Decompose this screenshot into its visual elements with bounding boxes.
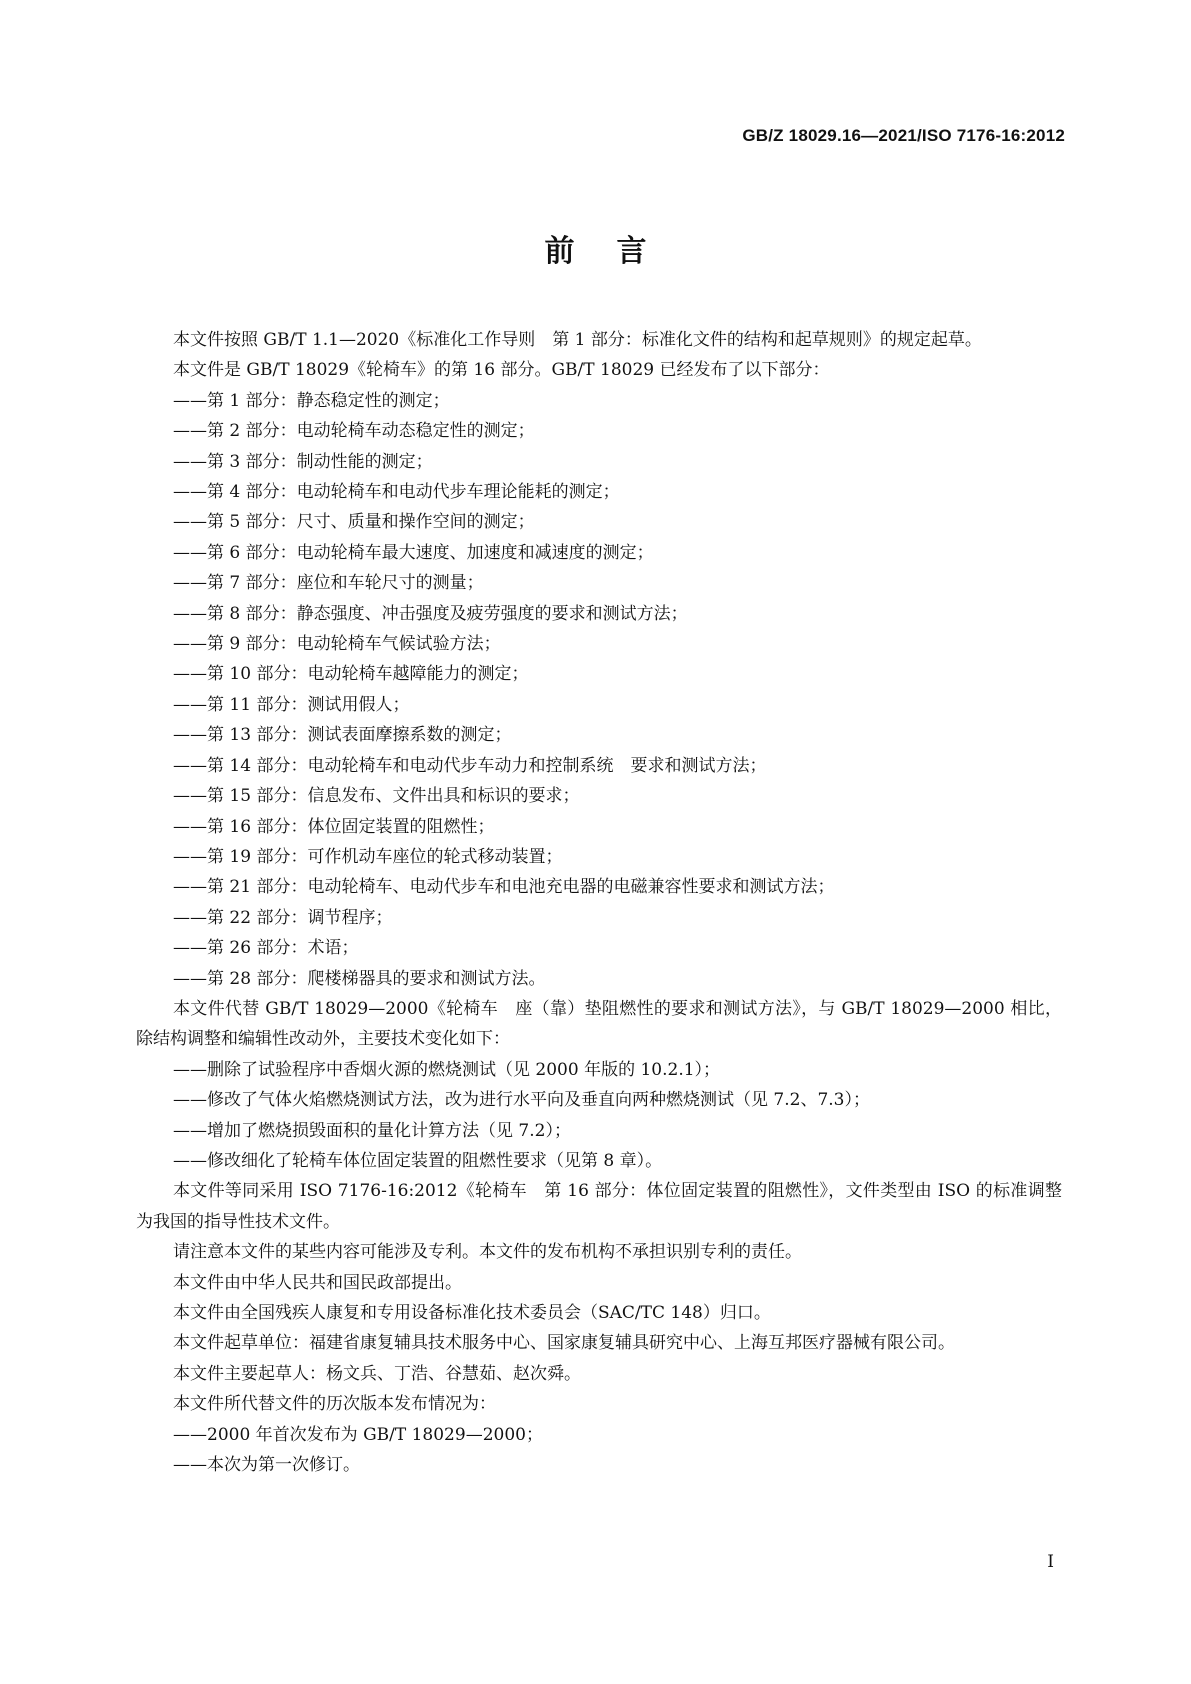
- list-item: ——第 16 部分：体位固定装置的阻燃性；: [173, 816, 495, 837]
- paragraph: 请注意本文件的某些内容可能涉及专利。本文件的发布机构不承担识别专利的责任。: [173, 1242, 802, 1263]
- paragraph: 本文件代替 GB/T 18029—2000《轮椅车 座（靠）垫阻燃性的要求和测试方法》，与 GB/T 18029—2000 相比，除结构调整和编辑性改动外，主要技术变化如下：: [136, 998, 1062, 1050]
- list-item: ——修改了气体火焰燃烧测试方法，改为进行水平向及垂直向两种燃烧测试（见 7.2、7.3）；: [173, 1090, 870, 1111]
- list-item: ——本次为第一次修订。: [173, 1455, 360, 1476]
- list-item: ——第 26 部分：术语；: [173, 938, 359, 959]
- list-item: ——第 3 部分：制动性能的测定；: [173, 451, 433, 472]
- list-item: ——第 21 部分：电动轮椅车、电动代步车和电池充电器的电磁兼容性要求和测试方法；: [173, 877, 835, 898]
- list-item: ——第 11 部分：测试用假人；: [173, 694, 410, 715]
- document-body: [136, 325, 1062, 1480]
- paragraph: 本文件由全国残疾人康复和专用设备标准化技术委员会（SAC/TC 148）归口。: [173, 1303, 771, 1323]
- list-item: ——第 9 部分：电动轮椅车气候试验方法；: [173, 634, 501, 655]
- page-title: 前言: [544, 234, 689, 269]
- list-item: ——2000 年首次发布为 GB/T 18029—2000；: [173, 1424, 543, 1445]
- paragraph: 本文件按照 GB/T 1.1—2020《标准化工作导则 第 1 部分：标准化文件的结构和起草规则》的规定起草。: [173, 330, 982, 350]
- list-item: ——第 8 部分：静态强度、冲击强度及疲劳强度的要求和测试方法；: [173, 603, 688, 624]
- paragraph: 本文件由中华人民共和国民政部提出。: [173, 1272, 462, 1293]
- list-item: ——第 15 部分：信息发布、文件出具和标识的要求；: [173, 786, 580, 807]
- list-item: ——第 14 部分：电动轮椅车和电动代步车动力和控制系统 要求和测试方法；: [173, 755, 767, 776]
- list-item: ——删除了试验程序中香烟火源的燃烧测试（见 2000 年版的 10.2.1）；: [173, 1059, 721, 1080]
- list-item: ——第 19 部分：可作机动车座位的轮式移动装置；: [173, 846, 563, 867]
- standard-code: GB/Z 18029.16—2021/ISO 7176-16:2012: [742, 126, 1065, 145]
- list-item: ——增加了燃烧损毁面积的量化计算方法（见 7.2）；: [173, 1120, 571, 1141]
- paragraph: 本文件所代替文件的历次版本发布情况为：: [173, 1394, 496, 1415]
- list-item: ——第 28 部分：爬楼梯器具的要求和测试方法。: [173, 968, 546, 989]
- list-item: ——第 10 部分：电动轮椅车越障能力的测定；: [173, 664, 529, 685]
- page-number: I: [1047, 1552, 1054, 1572]
- list-item: ——修改细化了轮椅车体位固定装置的阻燃性要求（见第 8 章）。: [173, 1150, 663, 1171]
- list-item: ——第 22 部分：调节程序；: [173, 907, 393, 928]
- list-item: ——第 4 部分：电动轮椅车和电动代步车理论能耗的测定；: [173, 482, 620, 503]
- list-item: ——第 5 部分：尺寸、质量和操作空间的测定；: [173, 512, 535, 533]
- paragraph: 本文件主要起草人：杨文兵、丁浩、谷慧茹、赵次舜。: [173, 1363, 581, 1384]
- list-item: ——第 6 部分：电动轮椅车最大速度、加速度和减速度的测定；: [173, 542, 654, 563]
- list-item: ——第 13 部分：测试表面摩擦系数的测定；: [173, 725, 512, 746]
- list-item: ——第 7 部分：座位和车轮尺寸的测量；: [173, 573, 484, 594]
- paragraph: 本文件等同采用 ISO 7176-16:2012《轮椅车 第 16 部分：体位固定装置的阻燃性》，文件类型由 ISO 的标准调整为我国的指导性技术文件。: [136, 1181, 1062, 1232]
- paragraph: 本文件是 GB/T 18029《轮椅车》的第 16 部分。GB/T 18029 已经发布了以下部分：: [173, 360, 830, 381]
- list-item: ——第 2 部分：电动轮椅车动态稳定性的测定；: [173, 421, 535, 442]
- list-item: ——第 1 部分：静态稳定性的测定；: [173, 390, 450, 411]
- paragraph: 本文件起草单位：福建省康复辅具技术服务中心、国家康复辅具研究中心、上海互邦医疗器械有限公司。: [173, 1333, 955, 1354]
